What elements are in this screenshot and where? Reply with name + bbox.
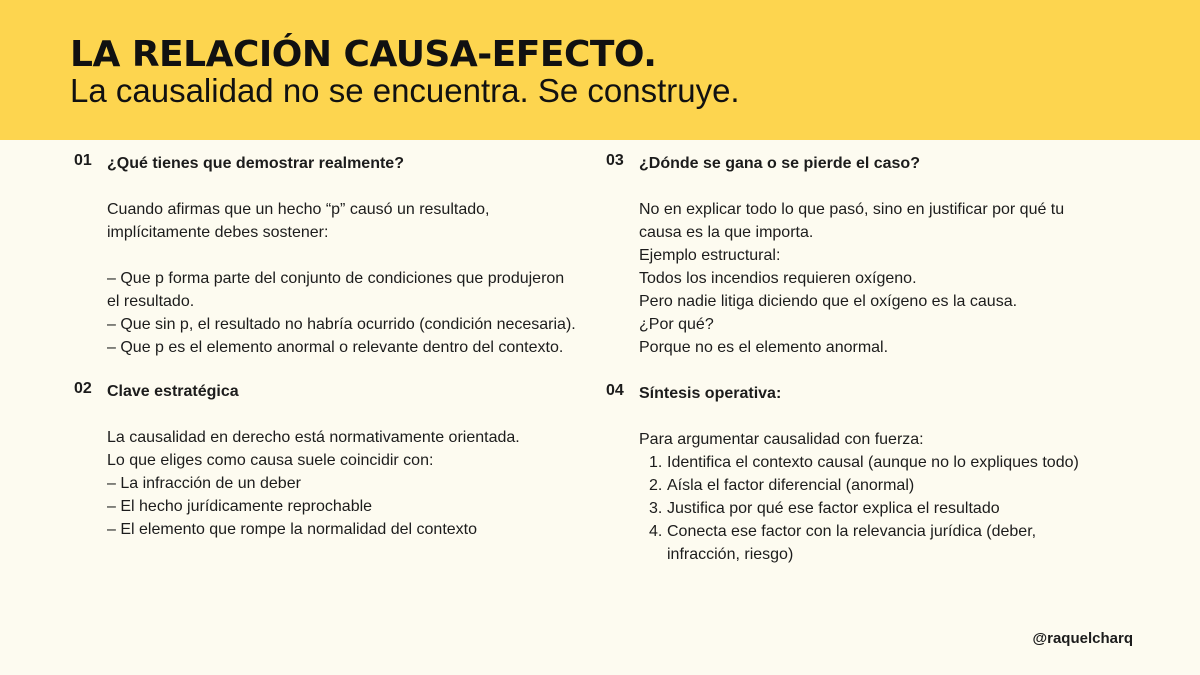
list-item-text: Aísla el factor diferencial (anormal): [667, 477, 915, 494]
list-item: [639, 497, 1159, 520]
section-line: Porque no es el elemento anormal.: [639, 339, 889, 356]
section-line: No en explicar todo lo que pasó, sino en justificar por qué tu: [639, 201, 1065, 218]
section-line: Todos los incendios requieren oxígeno.: [639, 270, 917, 287]
section-line: causa es la que importa.: [639, 224, 814, 241]
section-line: – Que sin p, el resultado no habría ocurrido (condición necesaria).: [107, 316, 576, 333]
header-banner: [0, 0, 1200, 140]
section-heading: ¿Dónde se gana o se pierde el caso?: [639, 155, 920, 172]
list-item-text: Identifica el contexto causal (aunque no lo expliques todo): [667, 454, 1079, 471]
section-number: 01: [74, 152, 92, 169]
section-number: 04: [606, 382, 624, 399]
list-item-number: 3.: [649, 500, 663, 517]
list-item-number: 4.: [649, 523, 663, 540]
list-item-text: Justifica por qué ese factor explica el resultado: [667, 500, 1000, 517]
section-line: el resultado.: [107, 293, 195, 310]
section-line: Para argumentar causalidad con fuerza:: [639, 431, 924, 448]
section-line: implícitamente debes sostener:: [107, 224, 329, 241]
section-line-blank: [107, 244, 627, 267]
list-item: [639, 451, 1159, 474]
section-line: ¿Por qué?: [639, 316, 714, 333]
section-line: – Que p forma parte del conjunto de condiciones que produjeron: [107, 270, 565, 287]
section-line: – El elemento que rompe la normalidad del contexto: [107, 521, 477, 538]
list-item-number: 1.: [649, 454, 663, 471]
section-line: Pero nadie litiga diciendo que el oxígeno es la causa.: [639, 293, 1018, 310]
section-line: – La infracción de un deber: [107, 475, 301, 492]
section-line: Ejemplo estructural:: [639, 247, 781, 264]
list-item: [639, 474, 1159, 497]
section-number: 02: [74, 380, 92, 397]
page-subtitle: La causalidad no se encuentra. Se construye.: [70, 72, 740, 109]
section-number: 03: [606, 152, 624, 169]
section-line: – El hecho jurídicamente reprochable: [107, 498, 373, 515]
author-handle: @raquelcharq: [1032, 630, 1133, 647]
list-item-number: 2.: [649, 477, 663, 494]
page-title: LA RELACIÓN CAUSA-EFECTO.: [70, 34, 657, 75]
section-heading: Clave estratégica: [107, 383, 239, 400]
section-line: Lo que eliges como causa suele coincidir con:: [107, 452, 434, 469]
list-item: [639, 520, 1099, 566]
section-heading: Síntesis operativa:: [639, 385, 782, 402]
section-line: – Que p es el elemento anormal o relevante dentro del contexto.: [107, 339, 564, 356]
section-heading: ¿Qué tienes que demostrar realmente?: [107, 155, 404, 172]
section-line: Cuando afirmas que un hecho “p” causó un resultado,: [107, 201, 490, 218]
list-item-text: Conecta ese factor con la relevancia jurídica (deber, infracción, riesgo): [667, 523, 1037, 563]
section-line: La causalidad en derecho está normativamente orientada.: [107, 429, 520, 446]
numbered-list: [639, 451, 1159, 566]
